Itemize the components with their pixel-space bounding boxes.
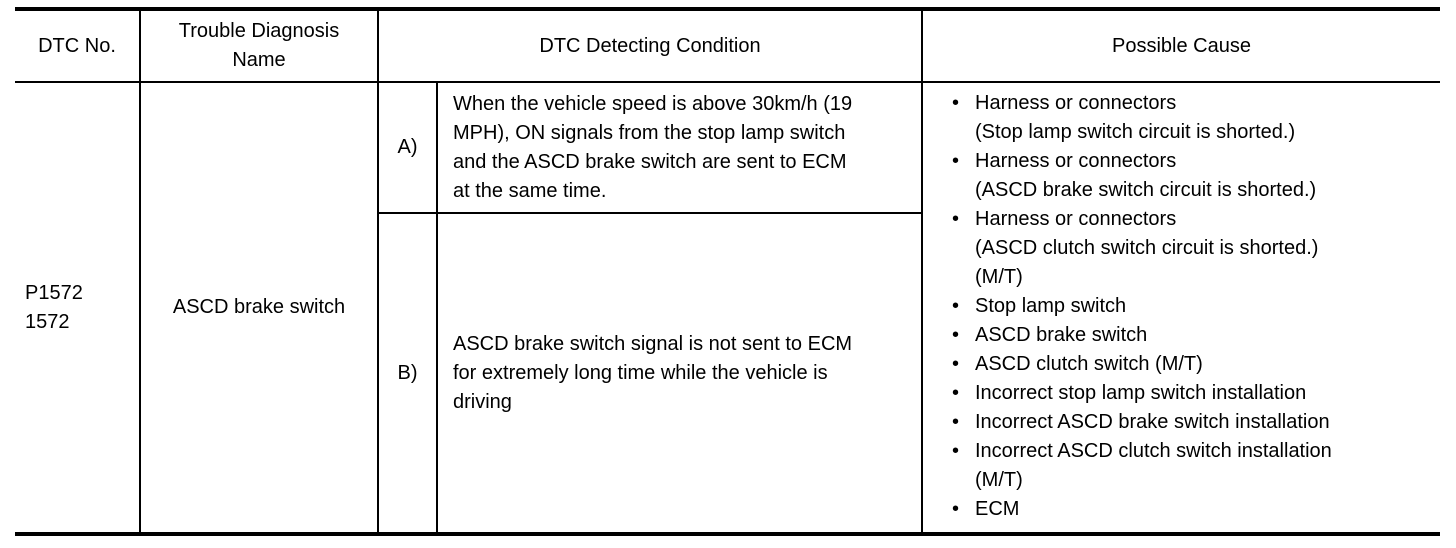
- cause-line: • Harness or connectors: [975, 92, 1177, 114]
- dtc-code-secondary: 1572: [25, 310, 70, 333]
- cause-line: • ASCD clutch switch (M/T): [975, 353, 1203, 375]
- condition-b-label-text: B): [397, 361, 418, 384]
- cause-line: • Incorrect ASCD clutch switch installation: [975, 440, 1332, 462]
- cause-line: • Stop lamp switch: [975, 295, 1127, 317]
- cause-line: (M/T): [975, 469, 1023, 491]
- condition-a-line: at the same time.: [453, 179, 607, 202]
- cause-line: • Incorrect stop lamp switch installation: [975, 382, 1307, 404]
- condition-a-text: [453, 83, 919, 212]
- header-condition: [379, 11, 921, 81]
- condition-a-line: When the vehicle speed is above 30km/h (19: [453, 92, 853, 115]
- table-bottom-border: [15, 532, 1440, 536]
- list-item: [935, 321, 1332, 350]
- header-cause-text: Possible Cause: [1112, 34, 1251, 57]
- dtc-code-primary: P1572: [25, 281, 83, 304]
- header-trouble-name-line1: Trouble Diagnosis: [178, 20, 340, 42]
- trouble-name-text: ASCD brake switch: [172, 296, 346, 318]
- cause-line: • ECM: [975, 498, 1020, 520]
- trouble-name-cell: [141, 83, 377, 532]
- header-trouble-name-line2: Name: [232, 49, 286, 71]
- dtc-code-cell: [25, 83, 139, 532]
- cause-line: • Harness or connectors: [975, 150, 1177, 172]
- cause-line: (ASCD clutch switch circuit is shorted.): [975, 237, 1319, 259]
- header-trouble-name: [141, 11, 377, 81]
- col-divider-3: [921, 7, 923, 536]
- cause-line: (ASCD brake switch circuit is shorted.): [975, 179, 1317, 201]
- condition-b-line: driving: [453, 390, 512, 413]
- condition-a-line: MPH), ON signals from the stop lamp switch: [453, 121, 846, 144]
- condition-b-line: ASCD brake switch signal is not sent to ECM: [453, 332, 853, 355]
- dtc-table: [15, 7, 1440, 536]
- list-item: [935, 408, 1332, 437]
- condition-b-label: [379, 214, 436, 532]
- cause-line: • Incorrect ASCD brake switch installation: [975, 411, 1330, 433]
- condition-a-line: and the ASCD brake switch are sent to ECM: [453, 150, 847, 173]
- list-item: [935, 292, 1332, 321]
- col-divider-label: [436, 82, 438, 536]
- condition-a-label-text: A): [397, 136, 418, 158]
- header-dtc-no-text: DTC No.: [38, 34, 116, 57]
- header-dtc-no: [15, 11, 139, 81]
- cause-line: • ASCD brake switch: [975, 324, 1148, 346]
- list-item: [935, 147, 1332, 205]
- condition-b-text: [453, 214, 919, 532]
- cause-line: • Harness or connectors: [975, 208, 1177, 230]
- list-item: [935, 205, 1332, 292]
- condition-b-line: for extremely long time while the vehicle is: [453, 361, 828, 384]
- cause-line: (Stop lamp switch circuit is shorted.): [975, 121, 1296, 143]
- list-item: [935, 495, 1332, 524]
- cause-line: (M/T): [975, 266, 1023, 288]
- header-cause: [923, 11, 1440, 81]
- list-item: [935, 379, 1332, 408]
- list-item: [935, 89, 1332, 147]
- header-condition-text: DTC Detecting Condition: [539, 34, 761, 57]
- list-item: [935, 350, 1332, 379]
- list-item: [935, 437, 1332, 495]
- condition-a-label: [379, 83, 436, 212]
- possible-cause-list: [935, 89, 1332, 524]
